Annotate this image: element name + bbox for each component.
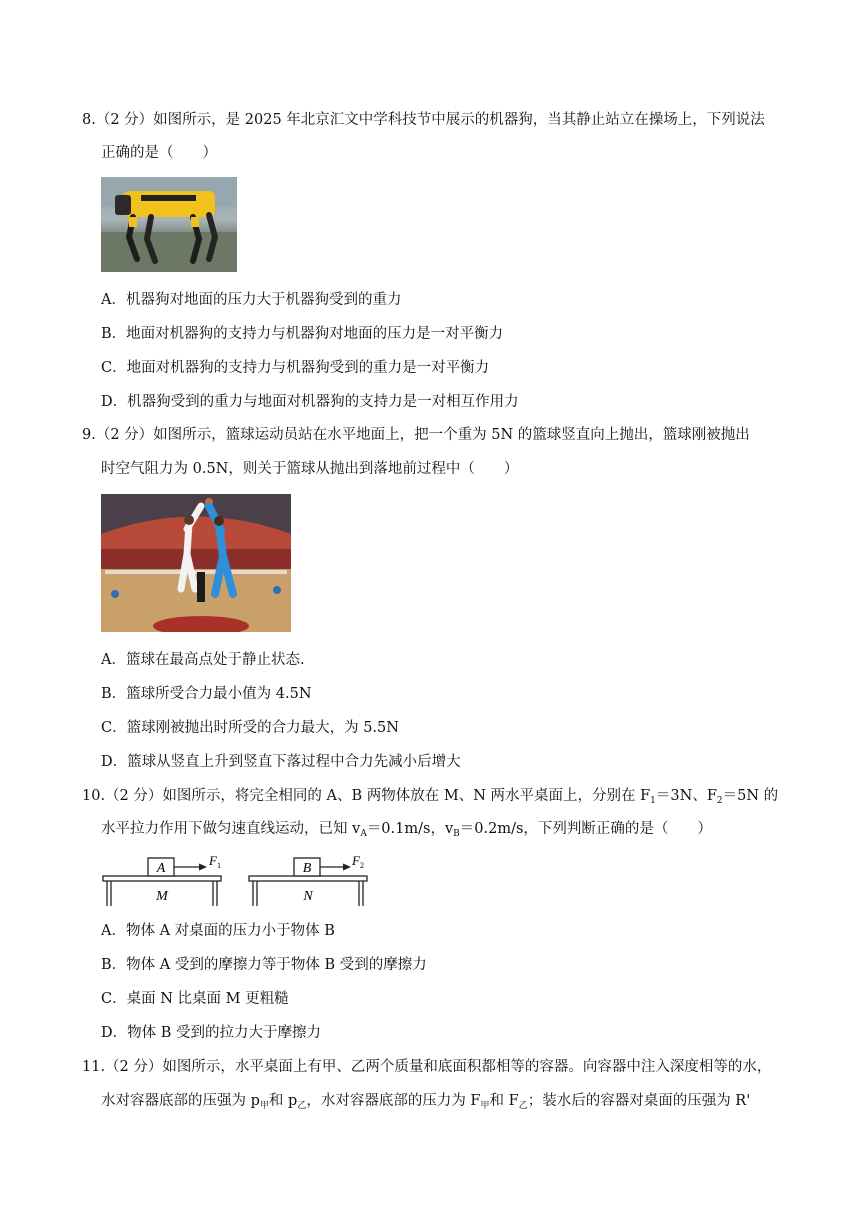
q10-option-d: D．物体 B 受到的拉力大于摩擦力 [101,1025,321,1041]
q9-option-d: D．篮球从竖直上升到竖直下落过程中合力先减小后增大 [101,754,461,770]
q10-option-a: A．物体 A 对桌面的压力小于物体 B [101,923,335,939]
q9-option-c: C．篮球刚被抛出时所受的合力最大，为 5.5N [101,720,399,736]
q10-option-c: C．桌面 N 比桌面 M 更粗糙 [101,991,289,1007]
table-n [249,853,367,906]
basketball-photo [101,494,291,632]
q8-option-d: D．机器狗受到的重力与地面对机器狗的支持力是一对相互作用力 [101,394,519,410]
block-a-label: A [156,861,166,876]
force-f2-label: $F_2$ [352,853,364,870]
q10-line2: 水平拉力作用下做匀速直线运动，已知 $v_A=0.1m/s$，$v_B=0.2m/s$，下列判断正确的是（ ） [101,821,712,839]
q9-line1: 9.（2 分）如图所示，篮球运动员站在水平地面上，把一个重为 5N 的篮球竖直向上抛出，篮球刚被抛出 [82,427,750,443]
q8-option-c: C．地面对机器狗的支持力与机器狗受到的重力是一对平衡力 [101,360,490,376]
q11-line1: 11.（2 分）如图所示，水平桌面上有甲、乙两个质量和底面积都相等的容器。向容器中注入深度相等的水， [82,1059,772,1075]
q8-line1: 8.（2 分）如图所示，是 2025 年北京汇文中学科技节中展示的机器狗，当其静止站立在操场上，下列说法 [82,112,765,128]
q8-option-a: A．机器狗对地面的压力大于机器狗受到的重力 [101,292,402,308]
q9-line2: 时空气阻力为 0.5N，则关于篮球从抛出到落地前过程中（ ） [101,461,519,477]
q8-line2: 正确的是（ ） [101,145,217,161]
table-n-label: N [303,889,313,904]
robot-dog-photo [101,177,237,272]
q8-option-b: B．地面对机器狗的支持力与机器狗对地面的压力是一对平衡力 [101,326,504,342]
tables-diagram [101,852,371,908]
table-m [103,853,221,906]
q10-option-b: B．物体 A 受到的摩擦力等于物体 B 受到的摩擦力 [101,957,427,973]
robot-dog-illustration [101,177,237,272]
q9-option-a: A．篮球在最高点处于静止状态. [101,652,305,668]
basketball-illustration [101,494,291,632]
table-m-label: M [156,889,168,904]
force-f1-label: $F_1$ [209,853,221,870]
q9-option-b: B．篮球所受合力最小值为 4.5N [101,686,312,702]
q10-line1: 10.（2 分）如图所示，将完全相同的 A、B 两物体放在 M、N 两水平桌面上，分别在 $F_1=3N$、$F_2=5N$ 的 [82,788,779,806]
q11-line2: 水对容器底部的压强为 $p_甲$和 $p_乙$，水对容器底部的压力为 $F_甲$和 $F_乙$；装水后的容器对桌面的压强为 R' [101,1093,751,1111]
block-b-label: B [302,861,312,876]
